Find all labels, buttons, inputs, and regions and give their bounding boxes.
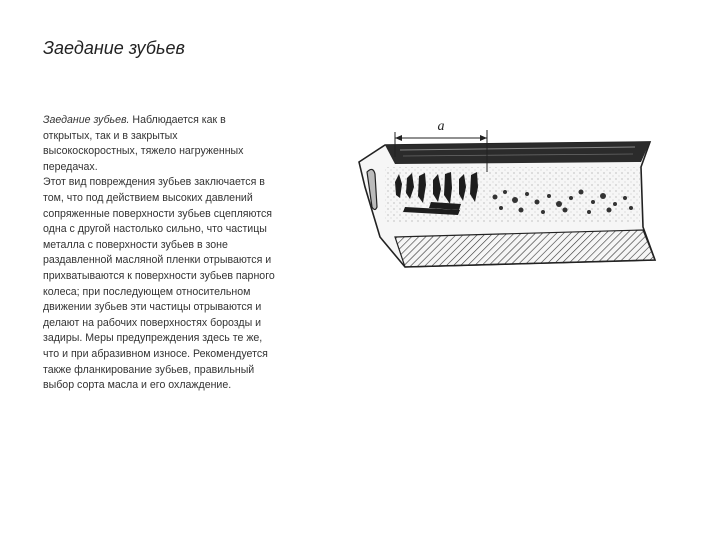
tooth-scuffing-figure [345, 112, 665, 287]
body-text [43, 113, 275, 394]
paragraph-1 [43, 113, 275, 175]
paragraph-2: Этот вид повреждения зубьев заключается в том, что под действием высоких давлений сопряженные поверхности зубьев сцепляются одна с другой настолько сильно, что частицы металла с поверхности зубьев в зоне раздавленной масляной пленки отрываются и прихватываются к поверхности зубьев парного колеса; при последующем относительном движении зубьев эти частицы отрываются и делают на рабочих поверхностях борозды и задиры. Меры предупреждения здесь те же, что и при абразивном износе. Рекомендуется также фланкирование зубьев, правильный выбор сорта масла и его охлаждение. [43, 176, 275, 392]
tooth-tip-band [385, 142, 650, 164]
slide-title: Заедание зубьев [43, 38, 185, 58]
hatched-section [395, 230, 655, 267]
dimension-label: a [437, 119, 445, 134]
paragraph-1-text: Наблюдается как в открытых, так и в закрытых высокоскоростных, тяжело нагруженных передачах. [43, 114, 244, 173]
term-label: Заедание зубьев. [43, 114, 130, 126]
